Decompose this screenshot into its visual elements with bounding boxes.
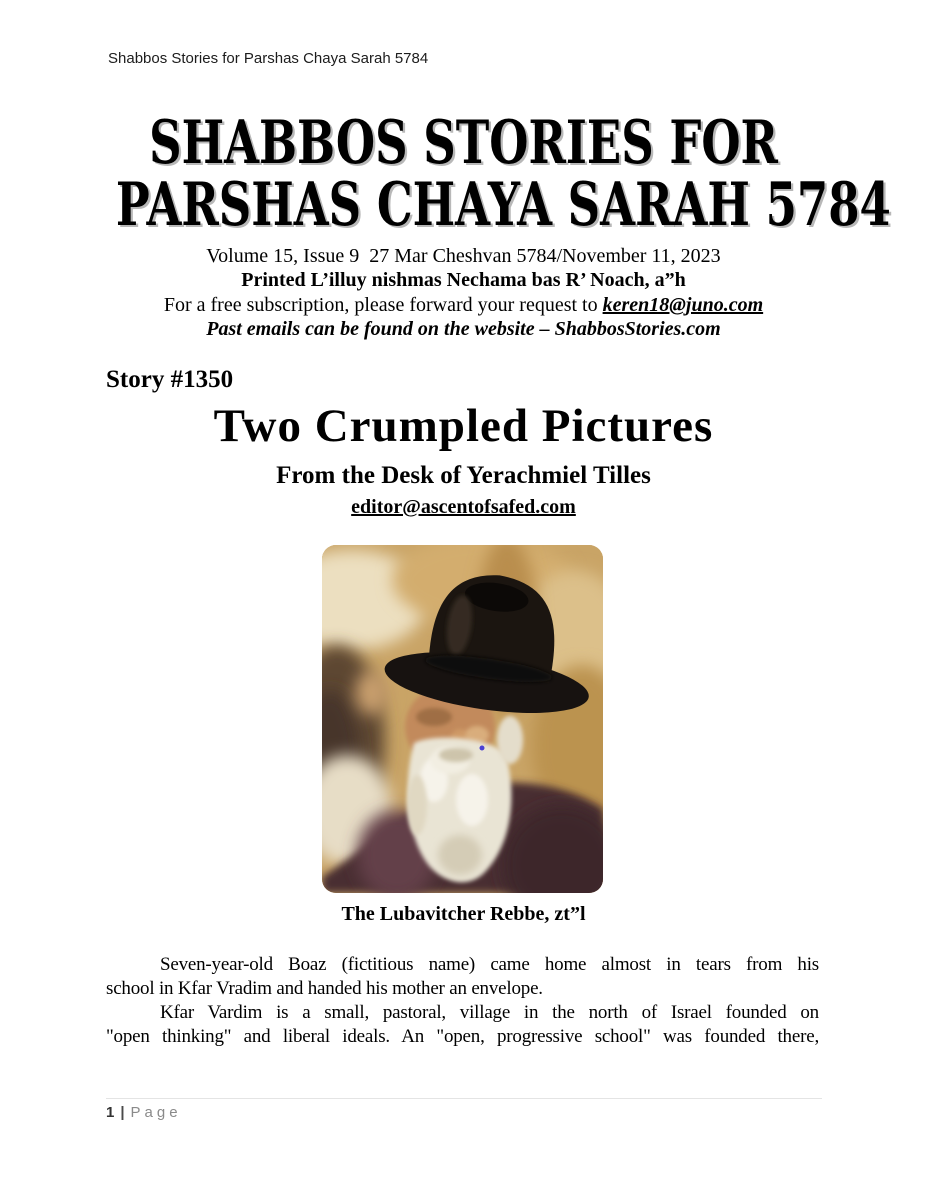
- dedication-line: Printed L’illuy nishmas Nechama bas R’ Noach, a”h: [241, 269, 686, 291]
- volume-issue-line: Volume 15, Issue 9 27 Mar Cheshvan 5784/November 11, 2023: [206, 245, 721, 267]
- subscription-email-link[interactable]: keren18@juno.com: [602, 294, 764, 316]
- story-title: Two Crumpled Pictures: [213, 400, 714, 452]
- page-number: 1: [106, 1104, 115, 1121]
- body-line: Kfar Vardim is a small, pastoral, village in the north of Israel founded on: [160, 1002, 819, 1023]
- editor-email-line: [0, 496, 927, 519]
- rebbe-portrait-illustration: [322, 545, 603, 893]
- subscription-line: [0, 293, 927, 317]
- masthead-title-line1: SHABBOS STORIES FOR: [149, 108, 778, 178]
- masthead-title: [0, 108, 927, 240]
- story-byline: From the Desk of Yerachmiel Tilles: [276, 462, 651, 489]
- footer-separator: |: [120, 1104, 125, 1121]
- rebbe-photo: [322, 545, 603, 893]
- story-number: Story #1350: [106, 366, 234, 393]
- subscription-text: For a free subscription, please forward your request to: [163, 294, 603, 316]
- masthead-title-line2: PARSHAS CHAYA SARAH 5784: [115, 170, 891, 240]
- past-emails-line: Past emails can be found on the website – ShabbosStories.com: [206, 318, 721, 340]
- photo-caption: The Lubavitcher Rebbe, zt”l: [341, 903, 586, 925]
- story-body: [106, 953, 819, 1049]
- page-footer: [106, 1104, 182, 1121]
- body-line: "open thinking" and liberal ideals. An "open, progressive school" was founded there,: [106, 1026, 819, 1047]
- footer-label: Page: [130, 1104, 182, 1121]
- running-header: Shabbos Stories for Parshas Chaya Sarah 5784: [108, 50, 429, 67]
- footer-divider: [106, 1098, 822, 1099]
- body-line: Seven-year-old Boaz (fictitious name) came home almost in tears from his: [160, 954, 819, 975]
- body-line: school in Kfar Vradim and handed his mother an envelope.: [106, 978, 543, 999]
- editor-email-link[interactable]: editor@ascentofsafed.com: [351, 496, 576, 518]
